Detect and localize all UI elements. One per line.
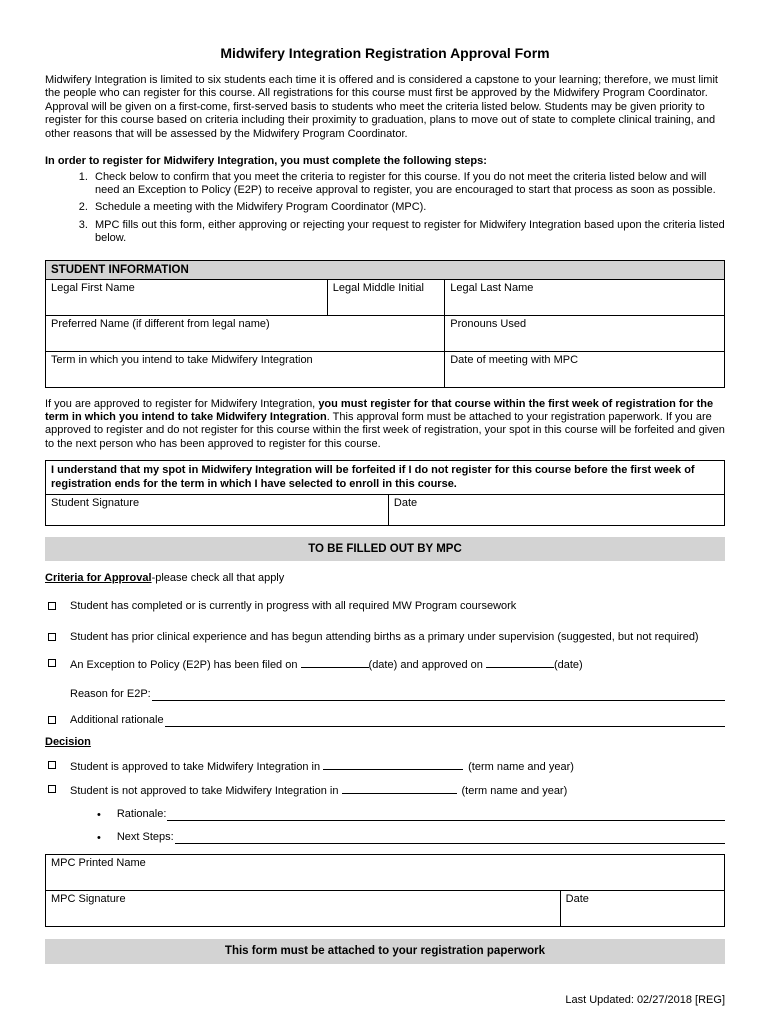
criteria-title: Criteria for Approval — [45, 572, 152, 585]
e2p-reason-line — [70, 688, 725, 701]
e2p-checkbox-icon[interactable] — [48, 659, 56, 667]
last-updated-note: Last Updated: 02/27/2018 [REG] — [565, 993, 725, 1006]
legal-last-name-label: Legal Last Name — [450, 281, 534, 294]
student-signature-label: Student Signature — [51, 497, 140, 509]
term-field[interactable] — [46, 351, 445, 387]
additional-rationale-checkbox-icon[interactable] — [48, 716, 56, 724]
not-approved-suffix: (term name and year) — [461, 785, 568, 798]
decision-approved-row — [45, 759, 725, 774]
term-label: Term in which you intend to take Midwifery Integration — [51, 353, 313, 366]
attachment-note-bar: This form must be attached to your registration paperwork — [45, 939, 725, 963]
meeting-date-label: Date of meeting with MPC — [450, 353, 579, 366]
mpc-date-field[interactable] — [560, 891, 724, 927]
next-steps-blank[interactable] — [175, 832, 725, 844]
criteria-row-e2p — [45, 657, 725, 672]
mpc-signature-table — [45, 854, 725, 927]
student-signature-field[interactable] — [46, 495, 389, 526]
decision-not-approved-row — [45, 783, 725, 798]
steps-heading: In order to register for Midwifery Integration, you must complete the following steps: — [45, 155, 487, 168]
rationale-label: • Rationale: — [116, 807, 167, 820]
steps-list — [45, 171, 725, 246]
student-info-table — [45, 260, 725, 388]
step-item-3: 3. MPC fills out this form, either approving or rejecting your request to register for Midwifery Integration based upon the criteria listed below. — [91, 219, 725, 246]
next-steps-line — [97, 831, 725, 844]
acknowledgement-table — [45, 460, 725, 526]
approved-checkbox-icon[interactable] — [48, 761, 56, 769]
pronouns-label: Pronouns Used — [450, 317, 527, 330]
student-date-field[interactable] — [388, 495, 724, 526]
registration-paragraph — [45, 398, 725, 452]
legal-last-name-field[interactable] — [445, 279, 725, 315]
approved-text-label: Student is approved to take Midwifery Integration in — [70, 760, 324, 773]
decision-heading — [45, 736, 725, 749]
mpc-section-header: TO BE FILLED OUT BY MPC — [45, 537, 725, 561]
acknowledgement-text: I understand that my spot in Midwifery Integration will be forfeited if I do not register for this course before the first week of registration ends for the term in which I have selected to enroll in this course. — [46, 461, 725, 495]
criteria-heading — [45, 572, 725, 585]
intro-paragraph: Midwifery Integration is limited to six students each time it is offered and is considered a capstone to your learning; therefore, we must limit the people who can register for this course. All registrations for this course must first be approved by the Midwifery Program Coordinator. Approval will be given on a first-come, first-served basis to students who meet the criteria listed below. Students may be given priority to register for this course based on criteria including their proximity to graduation, plans to move out of state to complete clinical training, and other reasons that will be assessed by the Midwifery Program Coordinator. — [45, 74, 718, 140]
coursework-criteria-text: Student has completed or is currently in progress with all required MW Program coursework — [70, 600, 517, 613]
not-approved-term-blank[interactable] — [342, 783, 457, 794]
page-title: Midwifery Integration Registration Approval Form — [220, 45, 550, 61]
clinical-criteria-text: Student has prior clinical experience and has begun attending births as a primary under supervision (suggested, but not required) — [70, 630, 699, 643]
e2p-approved-date-blank[interactable] — [486, 657, 554, 668]
legal-middle-initial-label: Legal Middle Initial — [332, 281, 424, 294]
mpc-signature-field[interactable] — [46, 891, 561, 927]
not-approved-text-label: Student is not approved to take Midwifery Integration in — [70, 785, 342, 798]
mpc-printed-name-label: MPC Printed Name — [51, 857, 146, 870]
e2p-text-3: (date) — [553, 659, 583, 672]
criteria-subtitle: -please check all that apply — [151, 572, 285, 585]
legal-middle-initial-field[interactable] — [327, 279, 444, 315]
registration-text-bold: you must register for that course within the first week of registration for the term in which you intend to take Midwifery Integration — [45, 397, 714, 423]
registration-text-2: . This approval form must be attached to your registration paperwork. If you are approved to register and do not register for this course within the first week of registration, your spot in this course will be forfeited and given to the next person who has been approved to register for this course. — [45, 410, 725, 450]
student-date-label: Date — [393, 497, 418, 509]
e2p-text — [70, 657, 725, 672]
meeting-date-field[interactable] — [445, 351, 725, 387]
clinical-checkbox-icon[interactable] — [48, 633, 56, 641]
additional-rationale-line — [70, 714, 725, 727]
pronouns-field[interactable] — [445, 315, 725, 351]
step-item-1: 1. Check below to confirm that you meet the criteria to register for this course. If you do not meet the criteria listed below and will need an Exception to Policy (E2P) to receive approval to register, you are encouraged to start that process as soon as possible. — [91, 171, 725, 198]
additional-rationale-label: Additional rationale — [70, 714, 164, 727]
coursework-checkbox-icon[interactable] — [48, 602, 56, 610]
e2p-filed-date-blank[interactable] — [301, 657, 369, 668]
approved-text — [70, 759, 725, 774]
e2p-reason-blank[interactable] — [152, 689, 725, 701]
approved-term-blank[interactable] — [323, 759, 463, 770]
not-approved-checkbox-icon[interactable] — [48, 785, 56, 793]
mpc-signature-label: MPC Signature — [51, 893, 126, 906]
preferred-name-label: Preferred Name (if different from legal name) — [51, 317, 270, 330]
not-approved-text — [70, 783, 725, 798]
criteria-row-coursework — [45, 600, 725, 613]
registration-text-1: If you are approved to register for Midwifery Integration, — [45, 397, 319, 410]
mpc-printed-name-field[interactable] — [46, 855, 725, 891]
step-item-2: 2. Schedule a meeting with the Midwifery Program Coordinator (MPC). — [91, 201, 725, 214]
student-info-header: STUDENT INFORMATION — [46, 260, 725, 279]
additional-rationale-row — [45, 714, 725, 727]
mpc-date-label: Date — [565, 893, 589, 906]
e2p-text-1: An Exception to Policy (E2P) has been filed on — [70, 659, 301, 672]
criteria-row-clinical — [45, 631, 725, 644]
rationale-line — [97, 808, 725, 821]
preferred-name-field[interactable] — [46, 315, 445, 351]
additional-rationale-blank[interactable] — [165, 715, 725, 727]
rationale-blank[interactable] — [167, 809, 725, 821]
next-steps-label: • Next Steps: — [116, 831, 174, 844]
approved-suffix: (term name and year) — [468, 760, 574, 773]
e2p-text-2: (date) and approved on — [368, 659, 486, 672]
e2p-reason-label: Reason for E2P: — [70, 687, 151, 700]
decision-title: Decision — [45, 736, 91, 749]
legal-first-name-field[interactable] — [46, 279, 328, 315]
legal-first-name-label: Legal First Name — [51, 281, 135, 294]
